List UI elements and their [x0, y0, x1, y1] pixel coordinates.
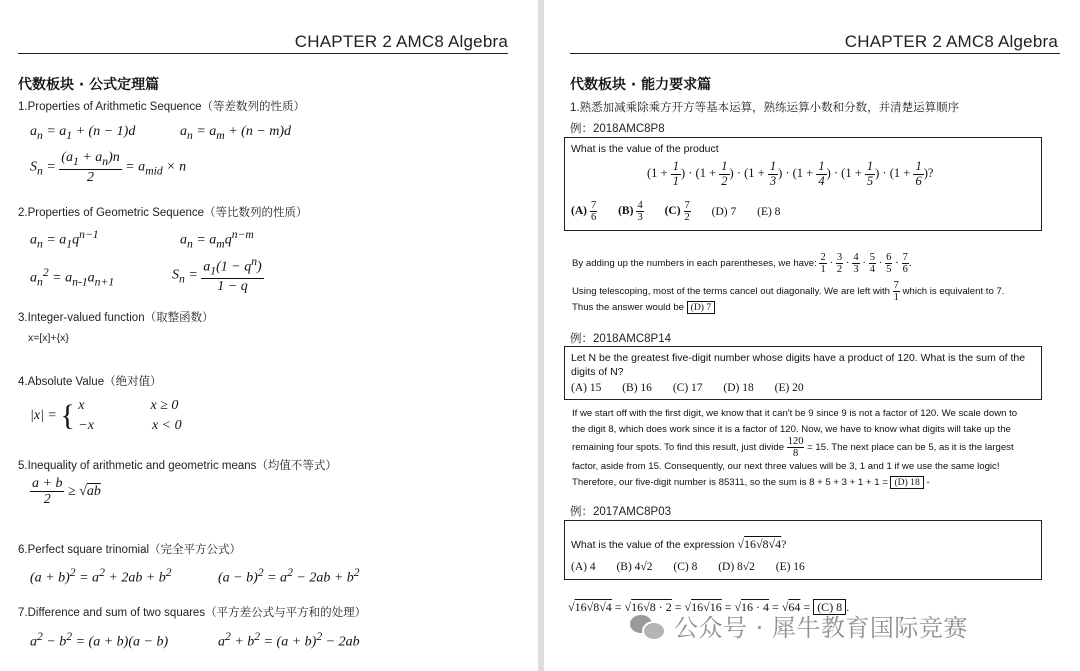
- absolute-value-formula: |x| = { x x ≥ 0 −x x < 0: [30, 398, 182, 434]
- sum-of-squares-formula: $a^2 + b^2 = (a + b)^2 - 2ab$: [218, 630, 360, 650]
- running-header: CHAPTER 2 AMC8 Algebra: [844, 32, 1058, 51]
- solution-line: Using telescoping, most of the terms cancel out diagonally. We are left with $\frac{7}{1}$ which is equivalent to 7.: [572, 280, 1005, 304]
- geometric-mean-formula: $a_n^2 = a_{n-1}a_{n+1}$: [30, 266, 115, 289]
- answer-choices: (A) 15 (B) 16 (C) 17 (D) 18 (E) 20: [571, 382, 804, 395]
- solution-line: Therefore, our five-digit number is 85311, so the sum is 8 + 5 + 3 + 1 + 1 = (D) 18 -: [572, 477, 930, 488]
- example-label-3: 例：2017AMC8P03: [570, 506, 671, 518]
- watermark: [630, 608, 968, 643]
- arithmetic-formula-2: $a_n = a_m + (n - m)d$: [180, 124, 292, 142]
- perfect-square-formula-1: $(a + b)^2 = a^2 + 2ab + b^2$: [30, 566, 172, 586]
- geometric-formula-1: $a_n = a_1q^{n-1}$: [30, 228, 99, 251]
- header-rule: [570, 53, 1060, 54]
- formula-heading-2: 2.Properties of Geometric Sequence（等比数列的性质）: [18, 207, 308, 219]
- problem-box-2: [564, 346, 1042, 400]
- formula-heading-1: 1.Properties of Arithmetic Sequence（等差数列的性质）: [18, 101, 305, 113]
- formula-heading-3: 3.Integer-valued function（取整函数）: [18, 312, 214, 324]
- watermark-text: 公众号 · 犀牛教育国际竞赛: [674, 614, 968, 642]
- answer-box: (D) 7: [687, 301, 716, 314]
- answer-box: (D) 18: [890, 476, 923, 489]
- problem-box-1: [564, 137, 1042, 231]
- am-gm-formula: $\frac{a + b}{2}$ ≥ √ab: [32, 476, 101, 508]
- formula-heading-5: 5.Inequality of arithmetic and geometric means（均值不等式）: [18, 460, 337, 472]
- example-label-1: 例：2018AMC8P8: [570, 123, 665, 135]
- product-expression: (1 + $\frac{1}{1}$ ) · (1 + $\frac{1}{2}$ ) · (1 + $\frac{1}{3}$ ) · (1 + $\frac{1}{4}$ ) · (1 + $\frac{1}{5}$ ) · (1 + $\frac{1}{6}$ )?: [647, 159, 934, 188]
- answer-box: (C) 8: [813, 599, 846, 615]
- answer-choices: (A) $\frac{7}{6}$ (B) $\frac{4}{3}$ (C) $\frac{7}{2}$ (D) 7 (E) 8: [571, 200, 781, 224]
- problem-question: What is the value of the product: [571, 143, 719, 155]
- section-title: 代数板块 · 公式定理篇: [18, 77, 160, 93]
- solution-line: factor, aside from 15. Consequently, our next three values will be 3, 1 and 1 if we use the same logic!: [572, 461, 1000, 472]
- perfect-square-formula-2: $(a - b)^2 = a^2 - 2ab + b^2$: [218, 566, 360, 586]
- difference-of-squares-formula: $a^2 - b^2 = (a + b)(a - b)$: [30, 630, 169, 650]
- left-page: [0, 0, 538, 671]
- formula-heading-7: 7.Difference and sum of two squares（平方差公式与平方和的处理）: [18, 607, 367, 619]
- answer-choices: (A) 4 (B) 4√2 (C) 8 (D) 8√2 (E) 16: [571, 561, 805, 574]
- right-page: [544, 0, 1080, 671]
- solution-line: If we start off with the first digit, we know that it can't be 9 since 9 is not a factor of 120. We scale down to: [572, 408, 1018, 419]
- problem-question: Let N be the greatest five-digit number whose digits have a product of 120. What is the sum of the digits of N?: [571, 352, 1026, 379]
- solution-line: By adding up the numbers in each parentheses, we have: $\frac{2}{1}$ · $\frac{3}{2}$ · $\frac{4}{3}$ · $\frac{5}{4}$ · $\frac{6}{5}$ · $\frac{7}{6}$ .: [572, 252, 912, 276]
- integer-formula: x=[x]+{x}: [28, 332, 69, 344]
- ability-requirement: 1.熟悉加减乘除乘方开方等基本运算，熟练运算小数和分数，并清楚运算顺序: [570, 102, 960, 114]
- formula-heading-4: 4.Absolute Value（绝对值）: [18, 376, 162, 388]
- solution-expression: √16√8√4 = √16√8 · 2 = √16√16 = √16 · 4 = √64 = (C) 8 .: [568, 600, 850, 614]
- solution-line: Thus the answer would be (D) 7: [572, 302, 715, 313]
- running-header: CHAPTER 2 AMC8 Algebra: [294, 32, 508, 51]
- formula-heading-6: 6.Perfect square trinomial（完全平方公式）: [18, 544, 242, 556]
- problem-question: What is the value of the expression √16√8√4?: [571, 537, 787, 551]
- header-rule: [18, 53, 508, 54]
- geometric-sum-formula: $S_n$ = $\frac{a_1(1 - q^n)}{1 - q}$: [172, 255, 262, 295]
- wechat-icon: [630, 613, 664, 639]
- problem-box-3: [564, 520, 1042, 580]
- geometric-formula-2: $a_n = a_mq^{n-m}$: [180, 228, 254, 251]
- arithmetic-formula-1: $a_n = a_1 + (n - 1)d$: [30, 124, 136, 142]
- solution-line: remaining four spots. To find this result, just divide $\frac{120}{8}$ = 15. The next place can be 5, as it is the largest: [572, 436, 1014, 460]
- solution-line: the digit 8, which does work since it is a factor of 120. Now, we have to know what digits will take up the: [572, 424, 1011, 435]
- arithmetic-sum-formula: $S_n$ = $\frac{(a_1 + a_n)n}{2}$ = $a_{mid} \times n$: [30, 150, 187, 185]
- example-label-2: 例：2018AMC8P14: [570, 333, 671, 345]
- section-title: 代数板块 · 能力要求篇: [570, 77, 712, 93]
